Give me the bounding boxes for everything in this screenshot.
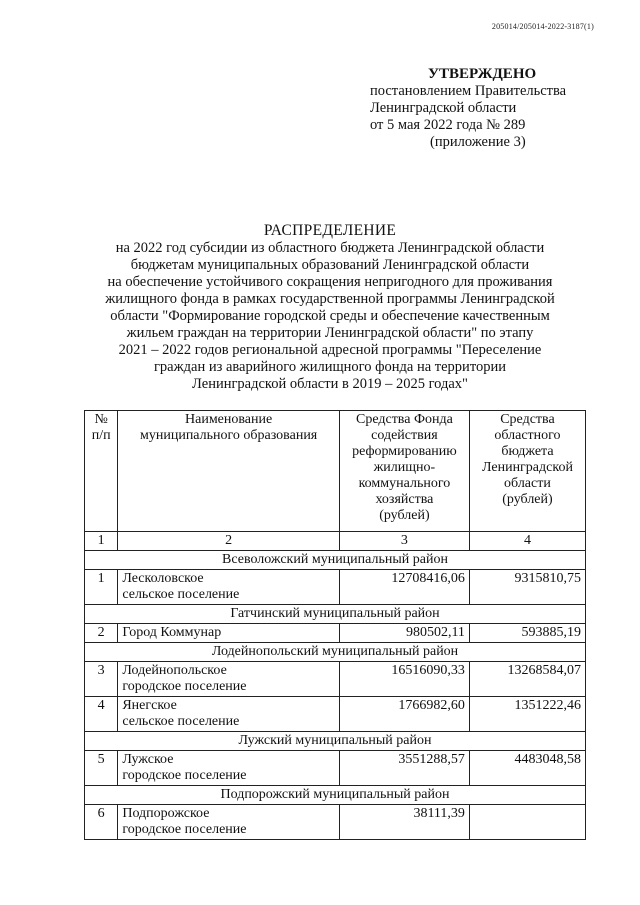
name-line: сельское поселение: [122, 587, 240, 602]
table-row: [85, 751, 586, 786]
header-text: Ленинградской: [481, 460, 573, 475]
row-regional: 9315810,75: [469, 570, 585, 605]
header-text: Наименование: [185, 412, 273, 427]
header-text: муниципального образования: [139, 428, 318, 443]
row-num: 6: [85, 805, 118, 840]
document-id: 205014/205014-2022-3187(1): [491, 22, 594, 31]
row-regional: 1351222,46: [469, 697, 585, 732]
header-fund: [339, 411, 469, 532]
name-line: городское поселение: [122, 822, 247, 837]
header-text: жилищно-: [373, 460, 436, 475]
row-name: [118, 570, 340, 605]
table-header-row: [85, 411, 586, 532]
header-text: содействия: [371, 428, 438, 443]
name-line: Лодейнопольское: [122, 663, 227, 678]
district-name: Лужский муниципальный район: [85, 732, 586, 751]
approved-label: УТВЕРЖДЕНО: [428, 66, 537, 82]
row-fund: 1766982,60: [339, 697, 469, 732]
approval-stamp: [370, 66, 600, 151]
district-name: Гатчинский муниципальный район: [85, 605, 586, 624]
row-fund: 980502,11: [339, 624, 469, 643]
name-line: Лужское: [122, 752, 174, 767]
name-line: сельское поселение: [122, 714, 240, 729]
title-line: бюджетам муниципальных образований Ленинградской области: [130, 257, 530, 273]
column-number-row: [85, 532, 586, 551]
header-regional: [469, 411, 585, 532]
district-row: [85, 643, 586, 662]
row-regional: 593885,19: [469, 624, 585, 643]
title-line: Ленинградской области в 2019 – 2025 годах": [192, 376, 468, 392]
table-row: [85, 624, 586, 643]
row-regional: 13268584,07: [469, 662, 585, 697]
row-regional: 4483048,58: [469, 751, 585, 786]
name-line: городское поселение: [122, 679, 247, 694]
header-text: Средства: [500, 412, 555, 427]
table-row: [85, 805, 586, 840]
name-line: Город Коммунар: [122, 625, 222, 640]
header-text: реформированию: [352, 444, 457, 459]
row-name: [118, 697, 340, 732]
header-text: №: [94, 412, 108, 427]
header-text: бюджета: [501, 444, 554, 459]
title-line: жилищного фонда в рамках государственной программы Ленинградской: [105, 291, 555, 307]
row-name: [118, 624, 340, 643]
title-line: на 2022 год субсидии из областного бюджета Ленинградской области: [115, 240, 545, 256]
title-line: жильем граждан на территории Ленинградской области" по этапу: [126, 325, 534, 341]
approval-line-1: постановлением Правительства: [370, 83, 567, 99]
table-row: [85, 662, 586, 697]
header-text: хозяйства: [375, 492, 434, 507]
table-row: [85, 697, 586, 732]
district-name: Лодейнопольский муниципальный район: [85, 643, 586, 662]
header-text: Средства Фонда: [355, 412, 453, 427]
name-line: Подпорожское: [122, 806, 210, 821]
row-fund: 3551288,57: [339, 751, 469, 786]
approval-line-3: от 5 мая 2022 года № 289: [370, 117, 526, 133]
row-name: [118, 751, 340, 786]
column-number: 2: [118, 532, 340, 551]
row-fund: 38111,39: [339, 805, 469, 840]
district-row: [85, 732, 586, 751]
header-text: (рублей): [502, 492, 553, 507]
header-num: [85, 411, 118, 532]
name-line: городское поселение: [122, 768, 247, 783]
district-row: [85, 605, 586, 624]
row-name: [118, 805, 340, 840]
approval-appendix: (приложение 3): [430, 134, 526, 150]
approval-line-2: Ленинградской области: [370, 100, 517, 116]
district-row: [85, 786, 586, 805]
header-text: области: [504, 476, 551, 491]
document-title: [70, 222, 590, 393]
title-line: 2021 – 2022 годов региональной адресной программы "Переселение: [118, 342, 542, 358]
row-name: [118, 662, 340, 697]
row-num: 1: [85, 570, 118, 605]
row-fund: 16516090,33: [339, 662, 469, 697]
header-text: коммунального: [358, 476, 451, 491]
title-line: граждан из аварийного жилищного фонда на территории: [153, 359, 506, 375]
row-num: 3: [85, 662, 118, 697]
row-regional: [469, 805, 585, 840]
column-number: 3: [339, 532, 469, 551]
district-name: Всеволожский муниципальный район: [85, 551, 586, 570]
row-num: 2: [85, 624, 118, 643]
title-line: на обеспечение устойчивого сокращения непригодного для проживания: [107, 274, 553, 290]
row-num: 5: [85, 751, 118, 786]
name-line: Янегское: [122, 698, 177, 713]
title-line: области "Формирование городской среды и обеспечение качественным: [110, 308, 550, 324]
name-line: Лесколовское: [122, 571, 204, 586]
header-text: п/п: [91, 428, 111, 443]
row-num: 4: [85, 697, 118, 732]
district-row: [85, 551, 586, 570]
header-text: областного: [494, 428, 561, 443]
title-heading: РАСПРЕДЕЛЕНИЕ: [263, 222, 397, 239]
header-name: [118, 411, 340, 532]
column-number: 1: [85, 532, 118, 551]
column-number: 4: [469, 532, 585, 551]
distribution-table: [84, 410, 586, 840]
district-name: Подпорожский муниципальный район: [85, 786, 586, 805]
table-row: [85, 570, 586, 605]
header-text: (рублей): [379, 508, 430, 523]
row-fund: 12708416,06: [339, 570, 469, 605]
